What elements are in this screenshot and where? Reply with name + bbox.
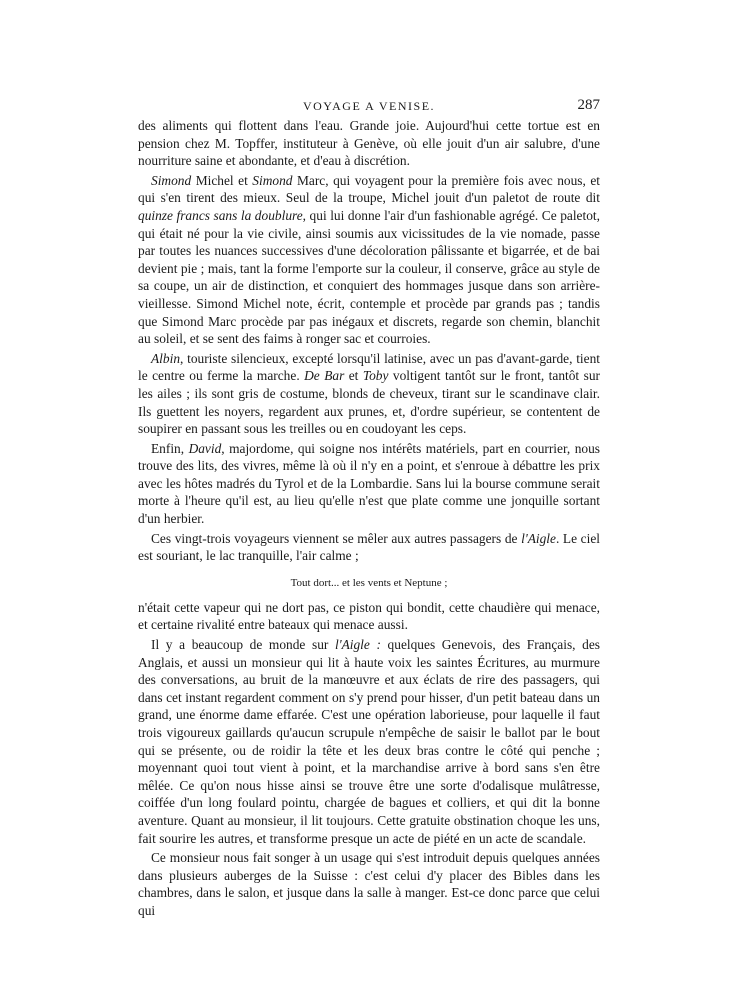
- italic-phrase: quinze francs sans la doublure: [138, 207, 303, 223]
- paragraph-text: n'était cette vapeur qui ne dort pas, ce piston qui bondit, cette chaudière qui menace, et certaine rivalité entre bateaux qui menace aussi.: [138, 599, 600, 633]
- paragraph: [138, 530, 600, 565]
- paragraph-text: et: [344, 368, 363, 384]
- ship-name: l'Aigle: [521, 530, 556, 546]
- page-number: 287: [577, 97, 600, 113]
- paragraph-text: Il y a beaucoup de monde sur: [151, 637, 335, 653]
- person-name: Toby: [362, 368, 389, 384]
- ship-name: l'Aigle :: [334, 637, 381, 653]
- paragraph: [138, 440, 600, 528]
- paragraph-text: Ces vingt-trois voyageurs viennent se mêler aux autres passagers de: [151, 530, 522, 546]
- paragraph-text: quelques Genevois, des Français, des Anglais, et aussi un monsieur qui lit à haute voix les saintes Écritures, au murmure des conversations, au bruit de la manœuvre et aux éclats de rire des passagers, qui dans cet instant regardent comment on s'y prend pour hisser, d'un petit bateau dans un grand, une énorme dame effarée. C'est une opération laborieuse, pour laquelle il faut trois vigoureux gaillards qu'aucun scrupule n'empêche de saisir le ballot par le bout qui se présente, ou de roidir la tête et les deux bras contre le côté qui penche ; moyennant quoi tout vient à point, et la marchandise arrive à bord sans s'en être mêlée. Ce qu'on nous hisse ainsi se trouve être une sorte d'odalisque mulâtresse, coiffée d'un long foulard pointu, chargée de bagues et colliers, et qui dit la bonne aventure. Quant au monsieur, il lit toujours. Cette gratuite obstination choque les uns, fait sourire les autres, et transforme presque un acte de piété en un acte de scandale.: [138, 637, 600, 846]
- verse-quote: Tout dort... et les vents et Neptune ;: [290, 576, 448, 589]
- paragraph: [138, 350, 600, 438]
- paragraph-text: des aliments qui flottent dans l'eau. Grande joie. Aujourd'hui cette tortue est en pension chez M. Topffer, instituteur à Genève, où elle jouit d'un air salubre, d'une nourriture saine et abondante, et d'eau à discrétion.: [138, 118, 600, 169]
- paragraph: [138, 599, 600, 634]
- running-title: VOYAGE A VENISE.: [302, 99, 436, 113]
- person-name: David: [188, 440, 222, 456]
- person-name: Simond: [151, 172, 192, 188]
- body-text: [138, 117, 600, 920]
- paragraph-text: voltigent tantôt sur le front, tantôt sur les ailes ; ils sont gris de costume, blonds de cheveux, tirant sur le scandinave clair. Ils guettent les noyers, regardent aux prunes, et, d'ordre supérieur, se contentent de soupirer en passant sous les treilles ou en coudoyant les ceps.: [138, 368, 600, 437]
- paragraph: [138, 172, 600, 348]
- paragraph-text: , majordome, qui soigne nos intérêts matériels, part en courrier, nous trouve des lits, des vivres, même là où il n'y en a point, et s'enroue à débattre les prix avec les hôtes madrés du Tyrol et de la Lombardie. Sans lui la bourse commune serait morte à l'heure qu'il est, au lieu qu'elle n'est que plate comme une jonquille sortant d'un herbier.: [138, 440, 600, 527]
- paragraph-text: Ce monsieur nous fait songer à un usage qui s'est introduit depuis quelques années dans plusieurs auberges de la Suisse : c'est celui d'y placer des Bibles dans les chambres, dans le salon, et jusque dans la salle à manger. Est-ce donc parce que celui qui: [138, 850, 600, 918]
- paragraph-text: Marc, qui voyagent pour la première fois avec nous, et qui s'en tirent des mieux. Seul de la troupe, Michel jouit d'un paletot de route dit: [138, 172, 601, 206]
- paragraph-text: Enfin,: [151, 440, 189, 456]
- paragraph: [138, 849, 600, 919]
- running-header: [138, 98, 600, 114]
- person-name: Albin: [151, 350, 181, 366]
- paragraph-text: Michel et: [191, 172, 253, 188]
- paragraph-text: . Le ciel est souriant, le lac tranquille, l'air calme ;: [138, 530, 600, 564]
- paragraph-text: , touriste silencieux, excepté lorsqu'il latinise, avec un pas d'avant-garde, tient le centre ou ferme la marche.: [138, 350, 600, 384]
- person-name: Simond: [252, 172, 293, 188]
- paragraph: [138, 636, 600, 847]
- person-name: De Bar: [304, 368, 345, 384]
- paragraph-text: , qui lui donne l'air d'un fashionable agrégé. Ce paletot, qui était né pour la vie civile, ainsi soumis aux vicissitudes de la vie nomade, passe par toutes les nuances successives d'une décoloration pâlissante et bigarrée, et de bai devient pie ; mais, tant la forme l'emporte sur la couleur, il conserve, grâce au style de sa coupe, un air de distinction, et conquiert des hommages jusque dans son arrière-vieillesse. Simond Michel note, écrit, contemple et procède par grands pas ; tandis que Simond Marc procède par pas inégaux et discrets, regarde son chemin, blanchit au soleil, et se sent des faims à ronger sac et courroies.: [138, 207, 600, 347]
- paragraph: [138, 117, 600, 170]
